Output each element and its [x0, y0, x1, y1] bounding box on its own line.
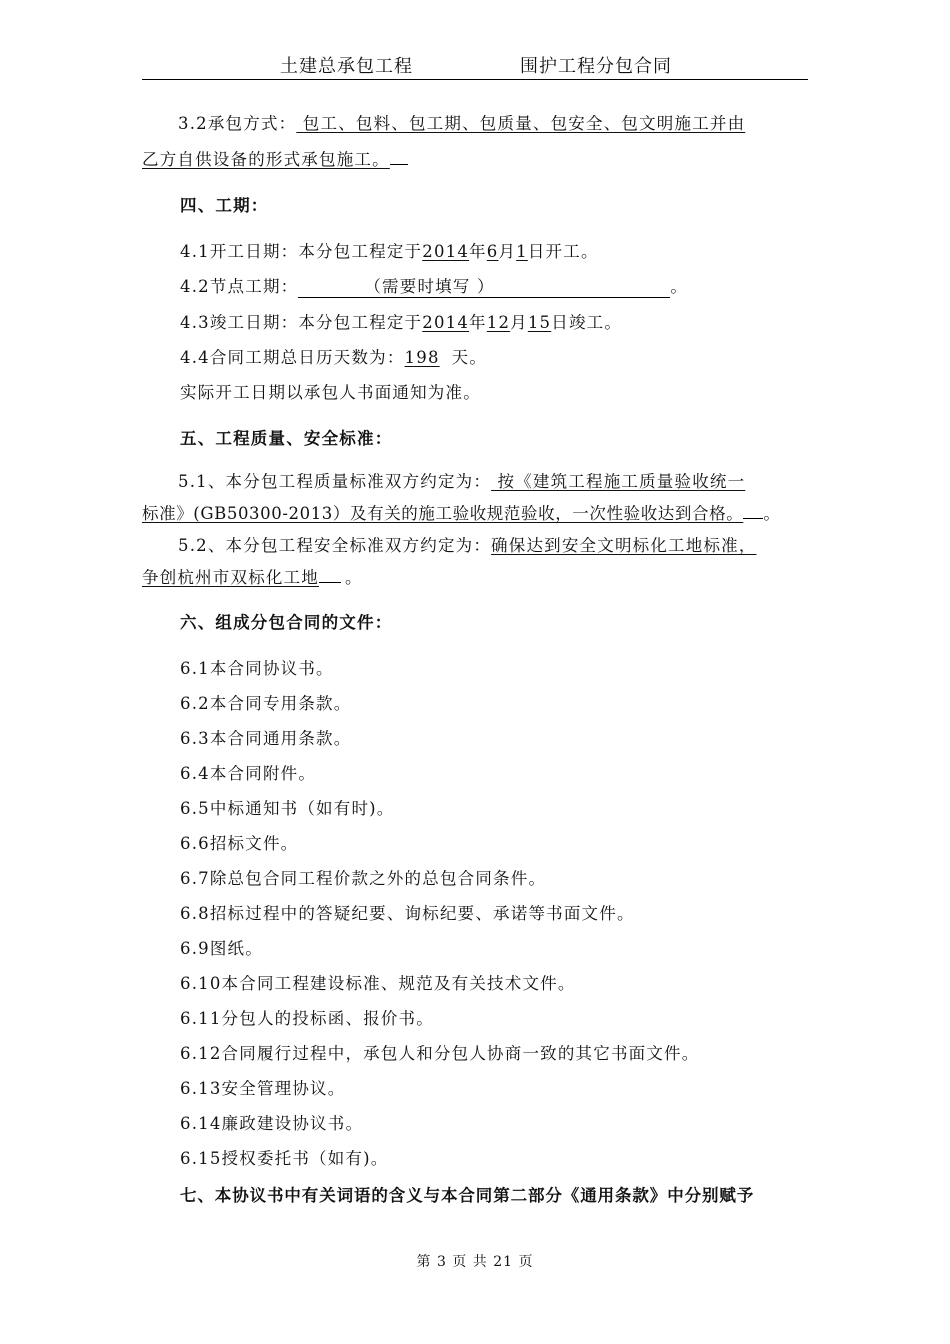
section-4-heading: 四、工期： [180, 196, 269, 215]
end-day: 15 [527, 313, 552, 332]
list-item: 6.14廉政建设协议书。 [180, 1114, 364, 1133]
start-month: 6 [486, 242, 499, 261]
clause-3-2-line-1 [178, 110, 745, 134]
clause-5-2-fill-b: 争创杭州市双标化工地 [142, 568, 319, 587]
month-unit: 月 [510, 313, 528, 332]
clause-5-2-label: 5.2、本分包工程安全标准双方约定为： [178, 536, 492, 555]
clause-4-3 [180, 309, 622, 333]
clause-4-3-text: 4.3竣工日期：本分包工程定于 [180, 313, 423, 332]
list-item: 6.12合同履行过程中，承包人和分包人协商一致的其它书面文件。 [180, 1044, 700, 1063]
clause-5-1-line-1 [178, 468, 745, 492]
header-left-title: 土建总承包工程 [280, 56, 413, 77]
list-item: 6.13安全管理协议。 [180, 1079, 346, 1098]
clause-4-2-label: 4.2节点工期： [180, 277, 299, 296]
start-day: 1 [516, 242, 528, 261]
clause-4-1 [180, 238, 599, 262]
section-5-heading: 五、工程质量、安全标准： [180, 429, 393, 448]
list-item: 6.8招标过程中的答疑纪要、询标纪要、承诺等书面文件。 [180, 904, 635, 923]
clause-5-1-fill-b: 标准》(GB50300-2013）及有关的施工验收规范验收，一次性验收达到合格。 [142, 504, 744, 523]
day-unit: 日竣工。 [551, 313, 623, 332]
day-unit: 日开工。 [527, 242, 599, 261]
clause-3-2-fill-a: 包工、包料、包工期、包质量、包安全、包文明施工并由 [296, 114, 746, 133]
clause-4-4 [180, 344, 487, 368]
total-days: 198 [404, 348, 440, 367]
clause-3-2-label: 3.2承包方式： [178, 114, 297, 133]
clause-4-2 [180, 273, 688, 298]
list-item: 6.15授权委托书（如有)。 [180, 1149, 389, 1168]
header-divider [142, 79, 808, 80]
clause-5-2-end: 。 [345, 568, 363, 587]
list-item: 6.10本合同工程建设标准、规范及有关技术文件。 [180, 974, 576, 993]
page-number: 第 3 页 共 21 页 [416, 1254, 534, 1270]
clause-5-2-line-1 [178, 532, 757, 556]
list-item: 6.2本合同专用条款。 [180, 694, 352, 713]
start-year: 2014 [422, 242, 470, 261]
list-item: 6.5中标通知书（如有时)。 [180, 799, 395, 818]
list-item: 6.7除总包合同工程价款之外的总包合同条件。 [180, 869, 547, 888]
clause-5-2-fill-a: 确保达到安全文明标化工地标准， [491, 536, 757, 555]
clause-4-4-text: 4.4合同工期总日历天数为： [180, 348, 405, 367]
clause-5-1-fill-a: 按《建筑工程施工质量验收统一 [491, 472, 746, 491]
clause-5-2-blank [319, 564, 341, 583]
month-unit: 月 [498, 242, 517, 261]
start-date-note: 实际开工日期以承包人书面通知为准。 [180, 383, 481, 402]
clause-5-1-blank [743, 500, 763, 519]
clause-4-1-text: 4.1开工日期：本分包工程定于 [180, 242, 423, 261]
header-right-title: 围护工程分包合同 [520, 56, 672, 77]
list-item: 6.4本合同附件。 [180, 764, 317, 783]
end-month: 12 [486, 313, 511, 332]
end-year: 2014 [422, 313, 470, 332]
clause-4-2-end: 。 [670, 277, 689, 296]
clause-3-2-line-2 [142, 146, 408, 170]
year-unit: 年 [469, 313, 487, 332]
milestone-fill: （需要时填写 ） [298, 273, 670, 298]
days-unit: 天。 [451, 348, 488, 367]
clause-3-2-blank [390, 146, 408, 165]
list-item: 6.3本合同通用条款。 [180, 729, 352, 748]
list-item: 6.6招标文件。 [180, 834, 299, 853]
clause-5-1-end: 。 [763, 504, 781, 523]
list-item: 6.1本合同协议书。 [180, 659, 334, 678]
year-unit: 年 [469, 242, 487, 261]
list-item: 6.11分包人的投标函、报价书。 [180, 1009, 434, 1028]
clause-5-1-label: 5.1、本分包工程质量标准双方约定为： [178, 472, 492, 491]
clause-5-2-line-2 [142, 564, 363, 588]
clause-5-1-line-2 [142, 500, 780, 524]
section-7-heading: 七、本协议书中有关词语的含义与本合同第二部分《通用条款》中分别赋予 [180, 1186, 755, 1205]
clause-3-2-fill-b: 乙方自供设备的形式承包施工。 [142, 150, 390, 169]
list-item: 6.9图纸。 [180, 939, 263, 958]
section-6-heading: 六、组成分包合同的文件： [180, 613, 393, 632]
